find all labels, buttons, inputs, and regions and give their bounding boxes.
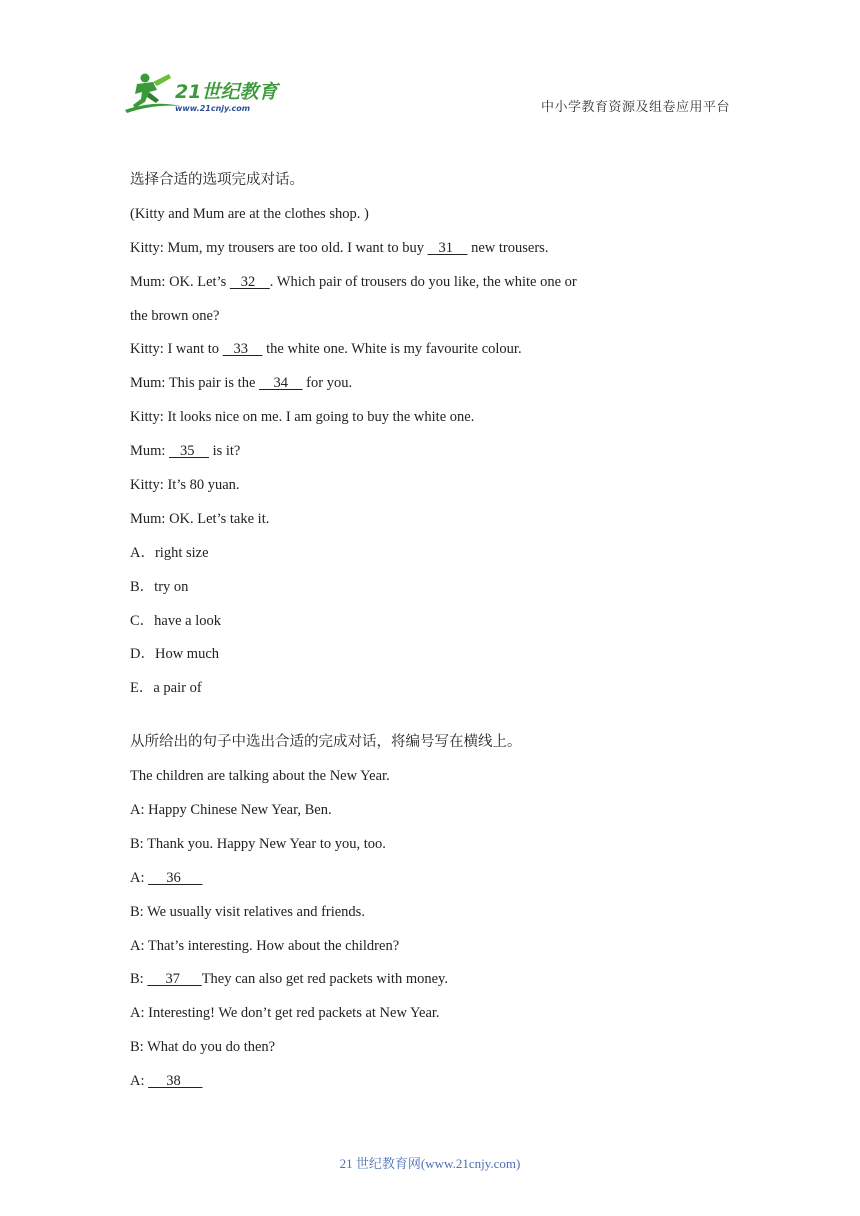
- dialogue-line: B: Thank you. Happy New Year to you, too.: [130, 835, 386, 852]
- blank-36[interactable]: 36: [148, 869, 203, 886]
- section1-instruction: 选择合适的选项完成对话。: [130, 172, 304, 188]
- dialogue-line: Mum: 35 is it?: [130, 443, 241, 460]
- blank-34[interactable]: 34: [259, 375, 303, 392]
- dialogue-line: Kitty: Mum, my trousers are too old. I want to buy 31 new trousers.: [130, 239, 549, 256]
- document-body: [130, 170, 730, 1105]
- runner-logo-icon: [123, 70, 293, 116]
- dialogue-line: Mum: This pair is the 34 for you.: [130, 375, 353, 392]
- option-c: C．have a look: [130, 612, 222, 629]
- dialogue-line: Kitty: It’s 80 yuan.: [130, 477, 240, 494]
- section1-context: (Kitty and Mum are at the clothes shop. ): [130, 205, 369, 222]
- section2-context: The children are talking about the New Year.: [130, 768, 390, 785]
- header-platform-label: 中小学教育资源及组卷应用平台: [540, 99, 730, 114]
- dialogue-line: Mum: OK. Let’s take it.: [130, 510, 270, 527]
- blank-38[interactable]: 38: [148, 1073, 203, 1090]
- dialogue-line: Mum: OK. Let’s 32 . Which pair of trousers do you like, the white one or: [130, 273, 577, 290]
- section-spacer: [130, 712, 730, 732]
- svg-text:21世纪教育: 21世纪教育: [175, 81, 278, 103]
- blank-31[interactable]: 31: [427, 239, 468, 256]
- blank-33[interactable]: 33: [222, 341, 263, 358]
- option-a: A．right size: [130, 544, 209, 561]
- dialogue-line: B: What do you do then?: [130, 1039, 276, 1056]
- dialogue-line: A: Happy Chinese New Year, Ben.: [130, 802, 332, 819]
- page-footer[interactable]: 21 世纪教育网(www.21cnjy.com): [339, 1156, 521, 1171]
- blank-32[interactable]: 32: [229, 273, 270, 290]
- blank-37[interactable]: 37: [147, 971, 202, 988]
- dialogue-line: B: We usually visit relatives and friends.: [130, 903, 365, 920]
- section2-instruction: 从所给出的句子中选出合适的完成对话，将编号写在横线上。: [130, 734, 522, 751]
- dialogue-line: A: Interesting! We don’t get red packets at New Year.: [130, 1005, 440, 1022]
- dialogue-line: A: 36: [130, 869, 203, 886]
- dialogue-line: Kitty: I want to 33 the white one. White is my favourite colour.: [130, 341, 522, 358]
- dialogue-line: B: 37 They can also get red packets with money.: [130, 971, 448, 988]
- option-e: E．a pair of: [130, 680, 202, 697]
- option-d: D．How much: [130, 646, 220, 663]
- page-header: [0, 0, 860, 130]
- option-b: B．try on: [130, 578, 189, 595]
- dialogue-line: Kitty: It looks nice on me. I am going to buy the white one.: [130, 409, 475, 426]
- svg-text:www.21cnjy.com: www.21cnjy.com: [175, 104, 251, 113]
- dialogue-line: A: 38: [130, 1073, 203, 1090]
- dialogue-line: the brown one?: [130, 307, 220, 324]
- blank-35[interactable]: 35: [169, 443, 209, 460]
- site-logo: [123, 70, 293, 116]
- dialogue-line: A: That’s interesting. How about the children?: [130, 937, 400, 954]
